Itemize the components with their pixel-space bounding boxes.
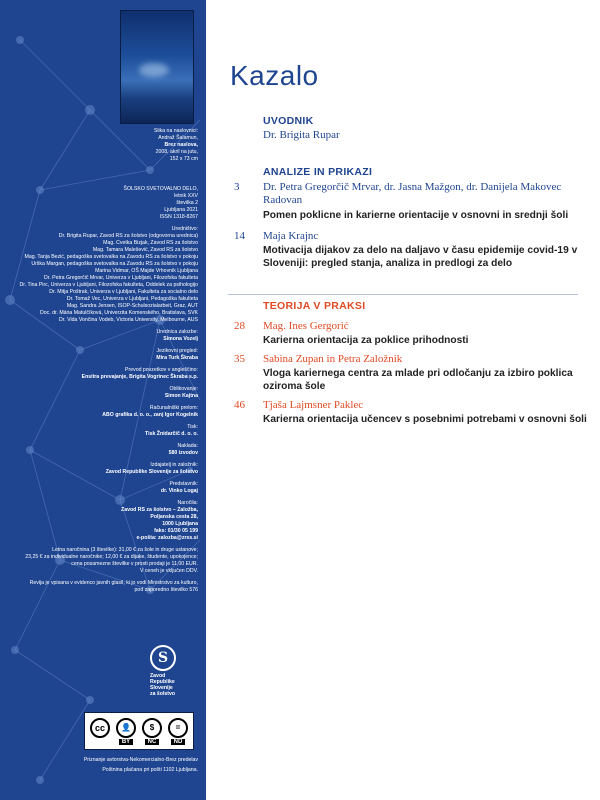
editor-line: Dr. Petra Gregorčič Mrvar, Univerza v Ljubljani, Filozofska fakulteta [44,275,198,281]
article-authors: Dr. Petra Gregorčič Mrvar, dr. Jasna Mažgon, dr. Danijela Makovec Radovan [263,181,562,206]
representative: dr. Vinko Logaj [160,488,198,494]
editor-line: Dr. Tomaž Vec, Univerza v Ljubljani, Pedagoška fakulteta [66,296,198,302]
print-run: 580 izvodov [168,450,198,456]
section-divider [228,294,578,295]
run-label: Naklada: [177,443,198,449]
nc-icon: $ NC [142,718,162,745]
dtp: ABO grafika d. o. o., zanj Igor Kogelnik [102,412,198,418]
section-teorija: TEORIJA V PRAKSI [263,300,366,312]
lang-label: Jezikovni pregled: [156,348,198,354]
price-line: V ceneh je vključen DDV. [139,568,198,574]
lang-reviewer: Mira Turk Škraba [156,355,198,361]
section-uvodnik: UVODNIK [263,115,314,127]
article-authors: Sabina Zupan in Petra Založnik [263,353,403,365]
editor-line: Mag. Sandra Jensen, ISOP-Schulsozialarbeit, Graz, AUT [66,303,198,309]
article-page: 14 [234,230,245,242]
zrss-logo-icon: S [150,645,176,671]
article-authors: Tjaša Lajmsner Paklec [263,399,364,411]
logo-text [150,673,200,697]
cover-thumbnail [120,10,194,124]
journal-line: ŠOLSKO SVETOVALNO DELO, [123,186,198,192]
editorial-board [8,226,198,594]
dtp-label: Računalniški prelom: [149,405,198,411]
price-line: 23,25 € za individualne naročnike; 12,00 € za dijake, študente, upokojence; [25,554,198,560]
page-title: Kazalo [230,60,319,91]
nc-label: NC [145,739,160,745]
article-title: Karierna orientacija za poklice prihodnosti [263,335,469,346]
uvodnik-author: Dr. Brigita Rupar [263,129,340,141]
nd-icon: = ND [168,718,188,745]
sidebar-panel [0,0,206,800]
caption-line: 2008, akril na jutu, [155,149,198,155]
logo-line: Zavod [150,673,166,679]
journal-line: letnik XXV [174,193,198,199]
orders-line: faks: 01/30 05 199 [154,528,198,534]
rep-label: Predstavnik: [169,481,198,487]
article-authors: Maja Krajnc [263,230,319,242]
design-label: Oblikovanje: [169,386,198,392]
transl-label: Prevod povzetkov v angleščino: [125,367,198,373]
article-title: Vloga kariernega centra za mlade pri odločanju za izbiro poklica oziroma šole [263,368,573,392]
editor-line: Dr. Tina Pirc, Univerza v Ljubljani, Filozofska fakulteta, Oddelek za psihologijo [19,282,198,288]
article-page: 3 [234,181,240,193]
lead-editor: Simona Vozelj [163,336,198,342]
logo-line: za šolstvo [150,691,176,697]
editor-line: Dr. Brigita Rupar, Zavod RS za šolstvo (odgovorna urednica) [58,233,198,239]
article-page: 46 [234,399,245,411]
logo-line: Slovenije [150,685,173,691]
translator: Ensitra prevajanje, Brigita Vogrinec Škraba s.p. [81,374,198,380]
lead-editor-label: Urednica zalozbe: [156,329,198,335]
designer: Simon Kajtna [164,393,198,399]
printer: Tisk Žnidarčič d. o. o. [145,431,198,437]
editor-line: Dr. Mitja Poštrak, Univerza v Ljubljani, Fakulteta za socialno delo [49,289,198,295]
price-line: Letna naročnina (3 številke): 31,00 € za šole in druge ustanove; [52,547,198,553]
footer-line: Poštnina plačana pri pošti 1102 Ljubljana. [102,767,198,773]
registry-line: pod zaporedno številko 576 [134,587,198,593]
editor-line: Mag. Tanja Bezić, pedagoška svetovalka na Zavodu RS za šolstvo v pokoju [24,254,198,260]
publisher: Zavod Republike Slovenije za šolstvo [105,469,198,475]
print-label: Tisk: [187,424,198,430]
caption-line: Slika na naslovnici: [153,128,198,134]
journal-line: številka 2 [176,200,198,206]
footer-line: Priznanje avtorstva-Nekomercialno-Brez predelav [83,757,198,763]
publisher-label: Izdajatelj in založnik: [150,462,198,468]
logo-line: Republike [150,679,175,685]
license-footer [8,757,198,774]
article-title: Karierna orientacija učencev s posebnimi potrebami v osnovni šoli [263,414,587,425]
caption-line: 152 x 73 cm [169,156,198,162]
cc-icon: cc [90,718,110,745]
caption-line: Brez naslova, [164,142,198,148]
article-authors: Mag. Ines Gergorić [263,320,349,332]
toc-panel [206,0,600,800]
journal-line: Ljubljana 2021 [164,207,198,213]
journal-line: ISSN 1318-8267 [159,214,198,220]
orders-line: e-pošta: zalozba@zrss.si [136,535,198,541]
zrss-logo [150,645,200,705]
editor-line: Marina Vidmar, OŠ Majde Vrhovnik Ljubljana [95,268,198,274]
article-title: Pomen poklicne in karierne orientacije v osnovni in srednji šoli [263,210,569,221]
journal-info [8,186,198,221]
nd-label: ND [171,739,186,745]
article-page: 35 [234,353,245,365]
orders-line: 1000 Ljubljana [162,521,198,527]
editor-line: Mag. Tamara Malešević, Zavod RS za šolstvo [92,247,198,253]
cc-license-badge [84,712,194,750]
section-analize: ANALIZE IN PRIKAZI [263,166,373,178]
article-title: Motivacija dijakov za delo na daljavo v času epidemije covid-19 v Sloveniji: pregled stanja, analiza in predlogi za delo [263,245,578,269]
article-page: 28 [234,320,245,332]
orders-line: Zavod RS za šolstvo – Založba, [121,507,198,513]
orders-line: Poljanska cesta 28, [150,514,198,520]
cover-caption [8,128,198,163]
editor-line: Urška Margan, pedagoška svetovalka na Zavodu RS za šolstvo v pokoju [31,261,198,267]
editor-line: Doc. dr. Mária Matulčíková, Univerzita Komenského, Bratislava, SVK [40,310,198,316]
by-icon: 👤 BY [116,718,136,745]
caption-line: Andraž Šalamun, [158,135,198,141]
registry-line: Revija je vpisana v evidenco javnih glasil, ki jo vodi Ministrstvo za kulturo, [29,580,198,586]
price-line: cena posamezne številke v prosti prodaji je 11,00 EUR. [71,561,198,567]
orders-label: Naročila: [177,500,198,506]
editors-label: Uredništvo: [171,226,198,232]
editor-line: Mag. Cvetka Bizjak, Zavod RS za šolstvo [103,240,198,246]
editor-line: Dr. Vida Vončina Vodeb, Victoria University, Melbourne, AUS [59,317,198,323]
by-label: BY [119,739,133,745]
